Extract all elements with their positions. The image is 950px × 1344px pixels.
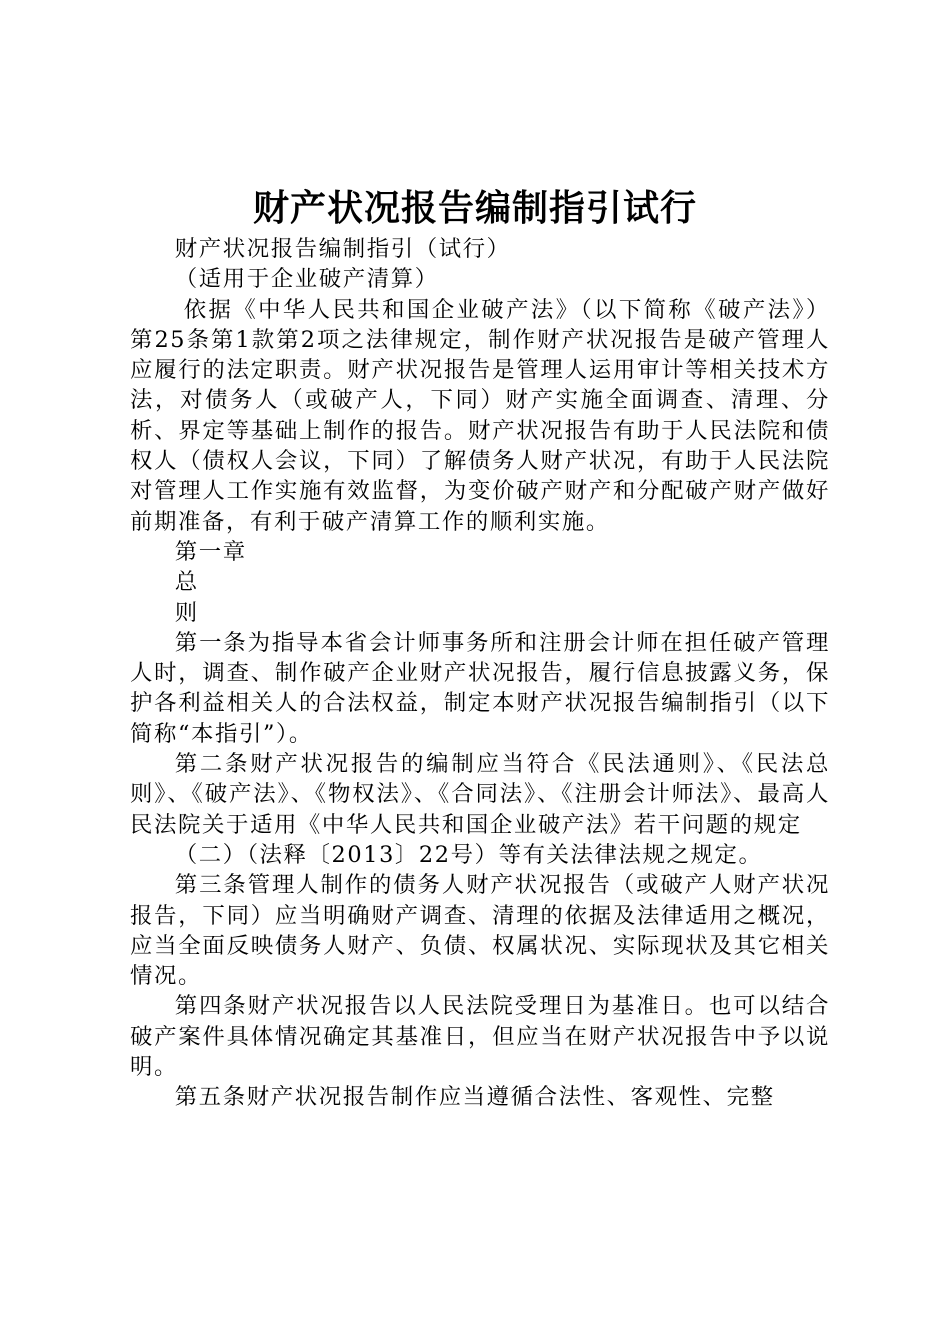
chapter-name-part2: 则 xyxy=(174,599,199,626)
article-5: 第五条财产状况报告制作应当遵循合法性、客观性、完整 xyxy=(174,1084,775,1111)
article-2-continuation: （二）（法释〔2013〕22号）等有关法律法规之规定。 xyxy=(174,841,763,868)
document-title: 财产状况报告编制指引试行 xyxy=(252,188,697,229)
intro-paragraph: 依据《中华人民共和国企业破产法》（以下简称《破产法》）第25条第1款第2项之法律规定，制作财产状况报告是破产管理人应履行的法定职责。财产状况报告是管理人运用审计等相关技术方法，对债务人（或破产人，下同）财产实施全面调查、清理、分析、界定等基础上制作的报告。财产状况报告有助于人民法院和债权人（债权人会议，下同）了解债务人财产状况，有助于人民法院对管理人工作实施有效监督，为变价破产财产和分配破产财产做好前期准备，有利于破产清算工作的顺利实施。 xyxy=(130,296,830,535)
document-subtitle: 财产状况报告编制指引（试行） xyxy=(174,236,511,262)
article-3: 第三条管理人制作的债务人财产状况报告（或破产人财产状况报告，下同）应当明确财产调查、清理的依据及法律适用之概况，应当全面反映债务人财产、负债、权属状况、实际现状及其它相关情况。 xyxy=(130,872,830,990)
chapter-name-part1: 总 xyxy=(174,569,199,596)
article-4: 第四条财产状况报告以人民法院受理日为基准日。也可以结合破产案件具体情况确定其基准日，但应当在财产状况报告中予以说明。 xyxy=(130,993,830,1081)
article-1: 第一条为指导本省会计师事务所和注册会计师在担任破产管理人时，调查、制作破产企业财产状况报告，履行信息披露义务，保护各利益相关人的合法权益，制定本财产状况报告编制指引（以下简称“本指引”）。 xyxy=(130,629,830,747)
chapter-number: 第一章 xyxy=(174,538,247,565)
document-body xyxy=(130,234,830,1113)
article-2: 第二条财产状况报告的编制应当符合《民法通则》、《民法总则》、《破产法》、《物权法》、《合同法》、《注册会计师法》、最高人民法院关于适用《中华人民共和国企业破产法》若干问题的规定 xyxy=(130,751,830,838)
document-scope: （适用于企业破产清算） xyxy=(174,266,439,293)
